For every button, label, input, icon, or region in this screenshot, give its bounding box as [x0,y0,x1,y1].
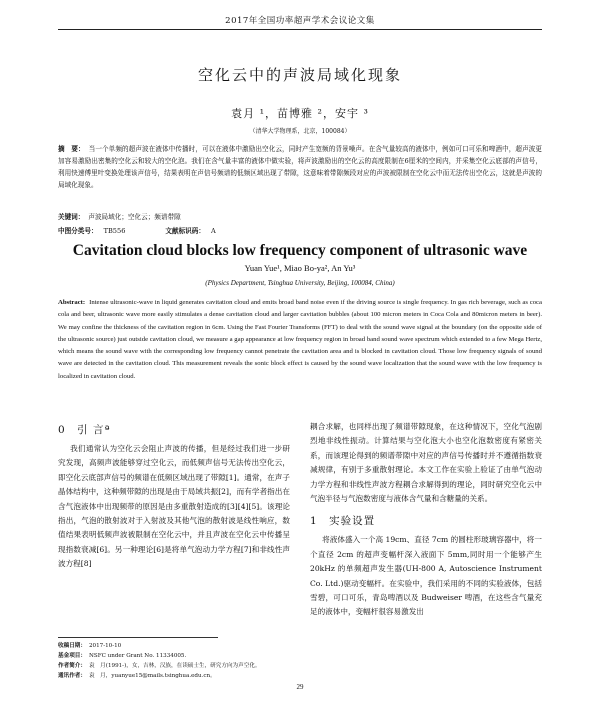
chinese-authors: 袁月 ¹，苗博雅 ²，安宇 ³ [231,107,369,120]
footnote-received: 收稿日期： 2017-10-10 [58,643,122,649]
header-rule [58,29,542,30]
doc-code-label: 文献标识码： [165,227,205,235]
english-authors: Yuan Yue¹, Miao Bo-ya², An Yu³ [244,263,356,273]
english-abstract [58,297,542,383]
intro-continued-paragraph: 耦合求解，也同样出现了频谱带隙现象，在这种情况下，空化气泡剧烈地非线性振动。计算结果与空化泡大小也空化泡数密度有紧密关系，而该理论得到的频谱带隙中对应的声信号传播时并不遵循指数衰减规律，有别于多重散射理论。本文工作在实验上验证了由单气泡动力学方程和非线性声波方程耦合求解得到的理论，同时研究空化云中气泡半径与气泡数密度与液体含气量和含糖量的关系。 [310,422,542,504]
footnote-contact: 通讯作者： 袁 月，yuanyue15@mails.tsinghua.edu.cn。 [58,673,216,679]
english-title: Cavitation cloud blocks low frequency component of ultrasonic wave [72,242,528,259]
doc-code-value: A [210,227,216,235]
english-abstract-text: Intense ultrasonic-wave in liquid generates cavitation cloud and emits broad band noise even if the driving source is single frequency. In gas rich beverage, such as coca cola and beer, ultrasonic wave more easily stimulates a dense cavitation cloud and larger cavitation bubbles (about 100 micron meters in Coca Cola and 80micron meters in beer). We may confine the thickness of the cavitation region in 6cm. Using the Fast Fourier Transforms (FFT) to deal with the sound wave signal at the boundary (on the opposite side of the ultrasonic source) just outside cavitation cloud, we measure a gap appearance at low frequency region in broad band sound wave spectrum which extended to a few Mega Hertz, which means the sound wave with the corresponding low frequency cannot penetrate the cavitation area and is blocked in cavitation cloud. Those low frequency signals of sound wave are detected in the cavitation cloud. This measurement reveals the sonic block effect is caused by the sound wave localization that the sound wave with the low frequency is localized in cavitation cloud. [58,299,542,380]
footnotes [58,641,290,681]
class-number-value: TB556 [103,227,126,235]
chinese-affiliation: （清华大学物理系，北京，100084） [249,128,351,135]
intro-paragraph: 我们通常认为空化云会阻止声波的传播，但是经过我们进一步研究发现，高频声波能够穿过空化云，而低频声信号无法传出空化云，即空化云底部声信号的频谱在低频区域出现了带隙[1]。通常，在声子晶体结构中，这种频带隙的出现是由于局域共振[2]，而有学者指出在含气泡液体中出现频带的原因是由多重散射造成的[3][4][5]。该理论指出，气泡的散射波对于入射波及其他气泡的散射波是线性响应，数值结果表明低频声波被限制在空化云中，并且声波在空化云中传播呈现指数衰减[6]。另一种理论[6]是将单气泡动力学方程[7]和非线性声波方程[8] [58,444,290,569]
page-number: 29 [296,683,304,691]
chinese-title: 空化云中的声波局域化现象 [197,66,402,84]
chinese-abstract [58,143,542,191]
experiment-section-title: 1 实验设置 [310,515,376,528]
footnote-author: 作者简介： 袁 月(1991-)，女，吉林，汉族，在读硕士生，研究方向为声空化。 [58,663,261,669]
classification-line [58,225,542,235]
left-column [58,421,290,572]
keywords-label: 关键词： [58,213,85,221]
running-header: 2017年全国功率超声学术会议论文集 [225,16,375,26]
keywords-text: 声波局域化；空化云；频谱带隙 [88,213,181,221]
chinese-abstract-text: 当一个单频的超声波在液体中传播时，可以在液体中激励出空化云，同时产生宽频的背景噪声。在含气量较高的液体中，例如可口可乐和啤酒中，超声波更加容易激励出密集的空化云和较大的空化泡。我们在含气量丰富的液体中做实验，将声波激励出的空化云的高度限制在6厘米的空间内，并采集空化云底部的声信号，利用快速傅里叶变换处理该声信号，结果表明在声信号频谱的低频区域出现了带隙，这意味着带隙频段对应的声波被限制在空化云中而无法传出空化云，这就是声波的局域化现象。 [58,145,542,189]
chinese-abstract-label: 摘 要： [58,145,85,153]
chinese-keywords [58,211,542,221]
experiment-paragraph: 将液体盛入一个高 19cm、直径 7cm 的圆柱形玻璃容器中，将一个直径 2cm 的超声变幅杆深入液面下 5mm,同时用一个能够产生 20kHz 的单频超声发生器(UH-800 A, Autoscience Instrument Co. Ltd.)驱动变幅杆。在实验中，我们采用的不同的实验液体，包括雪碧，可口可乐，青岛啤酒以及 Budweiser 啤酒，在这些含气量充足的液体中，变幅杆很容易激发出 [310,535,542,617]
english-affiliation: (Physics Department, Tsinghua University, Beijing, 100084, China) [205,279,395,287]
english-abstract-label: Abstract: [58,299,86,306]
right-column [310,420,542,620]
footnote-rule [58,637,218,638]
footnote-fund: 基金项目： NSFC under Grant No. 11334005. [58,653,187,659]
intro-section-title: 0 引 言ª [58,424,111,436]
class-number-label: 中图分类号： [58,227,98,235]
